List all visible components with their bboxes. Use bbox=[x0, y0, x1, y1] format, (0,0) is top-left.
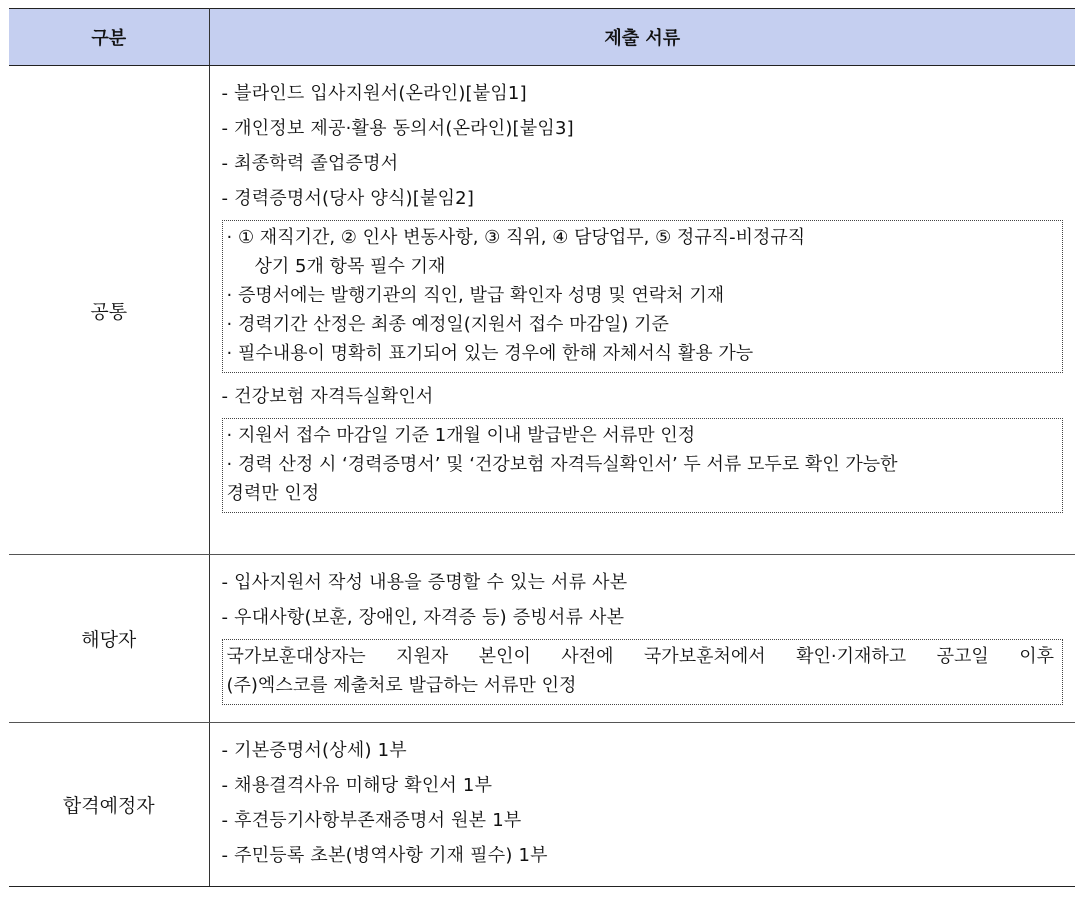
note-line: (주)엑스코를 제출처로 발급하는 서류만 인정 bbox=[226, 675, 577, 696]
note-line: · ① 재직기간, ② 인사 변동사항, ③ 직위, ④ 담당업무, ⑤ 정규직-비정규직 bbox=[226, 227, 806, 248]
career-certificate-note-box bbox=[222, 220, 1064, 373]
row-content-common bbox=[209, 66, 1075, 555]
row-prospective-hire bbox=[9, 723, 1075, 887]
row-applicable bbox=[9, 555, 1075, 723]
note-line: 상기 5개 항목 필수 기재 bbox=[254, 256, 446, 277]
row-label-common: 공통 bbox=[9, 66, 209, 555]
list-item: - 최종학력 졸업증명서 bbox=[221, 153, 399, 174]
row-common bbox=[9, 66, 1075, 555]
row-label-prospective-hire: 합격예정자 bbox=[9, 723, 209, 887]
note-line: · 증명서에는 발행기관의 직인, 발급 확인자 성명 및 연락처 기재 bbox=[226, 285, 725, 306]
list-item: - 후견등기사항부존재증명서 원본 1부 bbox=[221, 810, 522, 831]
list-item: - 개인정보 제공·활용 동의서(온라인)[붙임3] bbox=[221, 118, 574, 139]
note-line: · 경력 산정 시 ‘경력증명서’ 및 ‘건강보험 자격득실확인서’ 두 서류 모두로 확인 가능한 bbox=[226, 454, 898, 475]
list-item: - 우대사항(보훈, 장애인, 자격증 등) 증빙서류 사본 bbox=[221, 607, 625, 628]
note-line: · 경력기간 산정은 최종 예정일(지원서 접수 마감일) 기준 bbox=[226, 314, 669, 335]
list-item: - 주민등록 초본(병역사항 기재 필수) 1부 bbox=[221, 845, 548, 866]
list-item: - 입사지원서 작성 내용을 증명할 수 있는 서류 사본 bbox=[221, 572, 628, 593]
list-item: - 채용결격사유 미해당 확인서 1부 bbox=[221, 775, 493, 796]
list-item: - 기본증명서(상세) 1부 bbox=[221, 740, 407, 761]
note-line: 경력만 인정 bbox=[226, 483, 320, 504]
header-row bbox=[9, 9, 1075, 66]
row-content-prospective-hire bbox=[209, 723, 1075, 887]
list-item: - 경력증명서(당사 양식)[붙임2] bbox=[221, 188, 475, 209]
list-item: - 건강보험 자격득실확인서 bbox=[221, 386, 434, 407]
header-category: 구분 bbox=[9, 9, 209, 66]
note-line: · 필수내용이 명확히 표기되어 있는 경우에 한해 자체서식 활용 가능 bbox=[226, 343, 754, 364]
header-documents: 제출 서류 bbox=[209, 9, 1075, 66]
veterans-note-box bbox=[222, 639, 1064, 705]
list-item: - 블라인드 입사지원서(온라인)[붙임1] bbox=[221, 83, 527, 104]
health-insurance-note-box bbox=[222, 418, 1064, 513]
note-line: 국가보훈대상자는 지원자 본인이 사전에 국가보훈처에서 확인·기재하고 공고일 이후 bbox=[226, 646, 1054, 667]
row-content-applicable bbox=[209, 555, 1075, 723]
row-label-applicable: 해당자 bbox=[9, 555, 209, 723]
documents-table-wrapper bbox=[9, 8, 1075, 887]
documents-table bbox=[9, 8, 1075, 887]
note-line: · 지원서 접수 마감일 기준 1개월 이내 발급받은 서류만 인정 bbox=[226, 425, 696, 446]
